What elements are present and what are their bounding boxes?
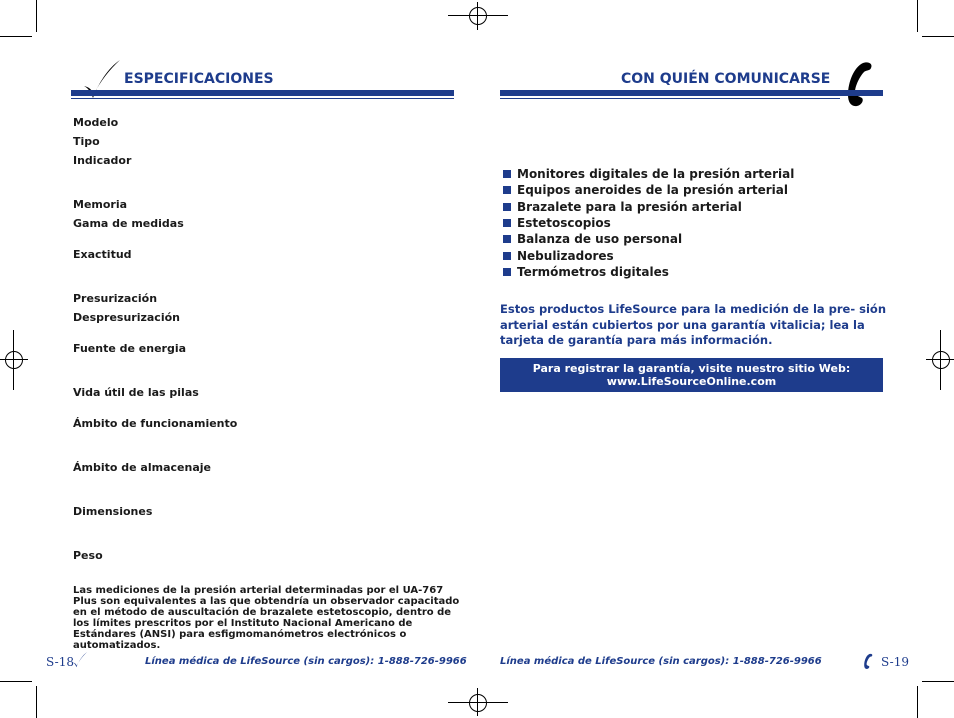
- list-item: Nebulizadores: [503, 247, 794, 263]
- spec-label: Modelo: [73, 116, 119, 129]
- bullet-icon: [503, 252, 511, 260]
- spec-label: Memoria: [73, 198, 128, 211]
- phone-icon: [843, 60, 875, 112]
- product-list: [503, 166, 794, 280]
- footer-hotline: Línea médica de LifeSource (sin cargos): 1-888-726-9966: [145, 656, 467, 667]
- spec-label: Exactitud: [73, 248, 132, 261]
- spec-label: Dimensiones: [73, 505, 153, 518]
- heading-rule-thin: [500, 98, 840, 99]
- spec-label: Ámbito de almacenaje: [73, 461, 211, 474]
- bullet-icon: [503, 203, 511, 211]
- spec-label: Presurización: [73, 292, 158, 305]
- accuracy-note: Las mediciones de la presión arterial determinadas por el UA-767 Plus son equivalentes a las que obtendría un observador capacitado en el método de auscultación de brazalete estetoscopio, dentro de los límites prescritos por el Instituto Nacional Americano de Estándares (ANSI) para esfigmomanómetros electrónicos o automatizados.: [73, 585, 460, 651]
- bullet-icon: [503, 268, 511, 276]
- footer-hotline: Línea médica de LifeSource (sin cargos): 1-888-726-9966: [500, 656, 822, 667]
- list-item: Brazalete para la presión arterial: [503, 199, 794, 215]
- bullet-icon: [503, 170, 511, 178]
- list-item: Termómetros digitales: [503, 264, 794, 280]
- bullet-icon: [503, 186, 511, 194]
- website-link[interactable]: www.LifeSourceOnline.com: [606, 375, 777, 388]
- list-item: Balanza de uso personal: [503, 231, 794, 247]
- page-title: CON QUIÉN COMUNICARSE: [621, 71, 831, 87]
- spec-label: Peso: [73, 549, 103, 562]
- spec-label: Vida útil de las pilas: [73, 386, 199, 399]
- list-item: Estetoscopios: [503, 215, 794, 231]
- spec-label: Fuente de energia: [73, 342, 187, 355]
- spec-label: Tipo: [73, 135, 100, 148]
- bullet-icon: [503, 235, 511, 243]
- spec-label: Indicador: [73, 154, 132, 167]
- heading-rule: [500, 90, 883, 96]
- list-item: Monitores digitales de la presión arterial: [503, 166, 794, 182]
- heading-rule: [71, 90, 454, 96]
- spec-label: Gama de medidas: [73, 217, 184, 230]
- spec-label: Ámbito de funcionamiento: [73, 417, 238, 430]
- warranty-registration-box: [500, 358, 883, 392]
- bullet-icon: [503, 219, 511, 227]
- page-title: ESPECIFICACIONES: [124, 71, 274, 87]
- heading-rule-thin: [71, 98, 454, 99]
- warranty-note: Estos productos LifeSource para la medición de la pre- sión arterial están cubiertos por una garantía vitalicia; lea la tarjeta de garantía para más información.: [500, 302, 887, 347]
- page-number: S-18: [46, 655, 74, 669]
- page-number: S-19: [881, 655, 909, 669]
- spec-label: Despresurización: [73, 311, 180, 324]
- list-item: Equipos aneroides de la presión arterial: [503, 182, 794, 198]
- checkmark-icon: [72, 651, 88, 669]
- registration-text: Para registrar la garantía, visite nuestro sitio Web:: [532, 362, 851, 375]
- phone-icon: [862, 653, 874, 671]
